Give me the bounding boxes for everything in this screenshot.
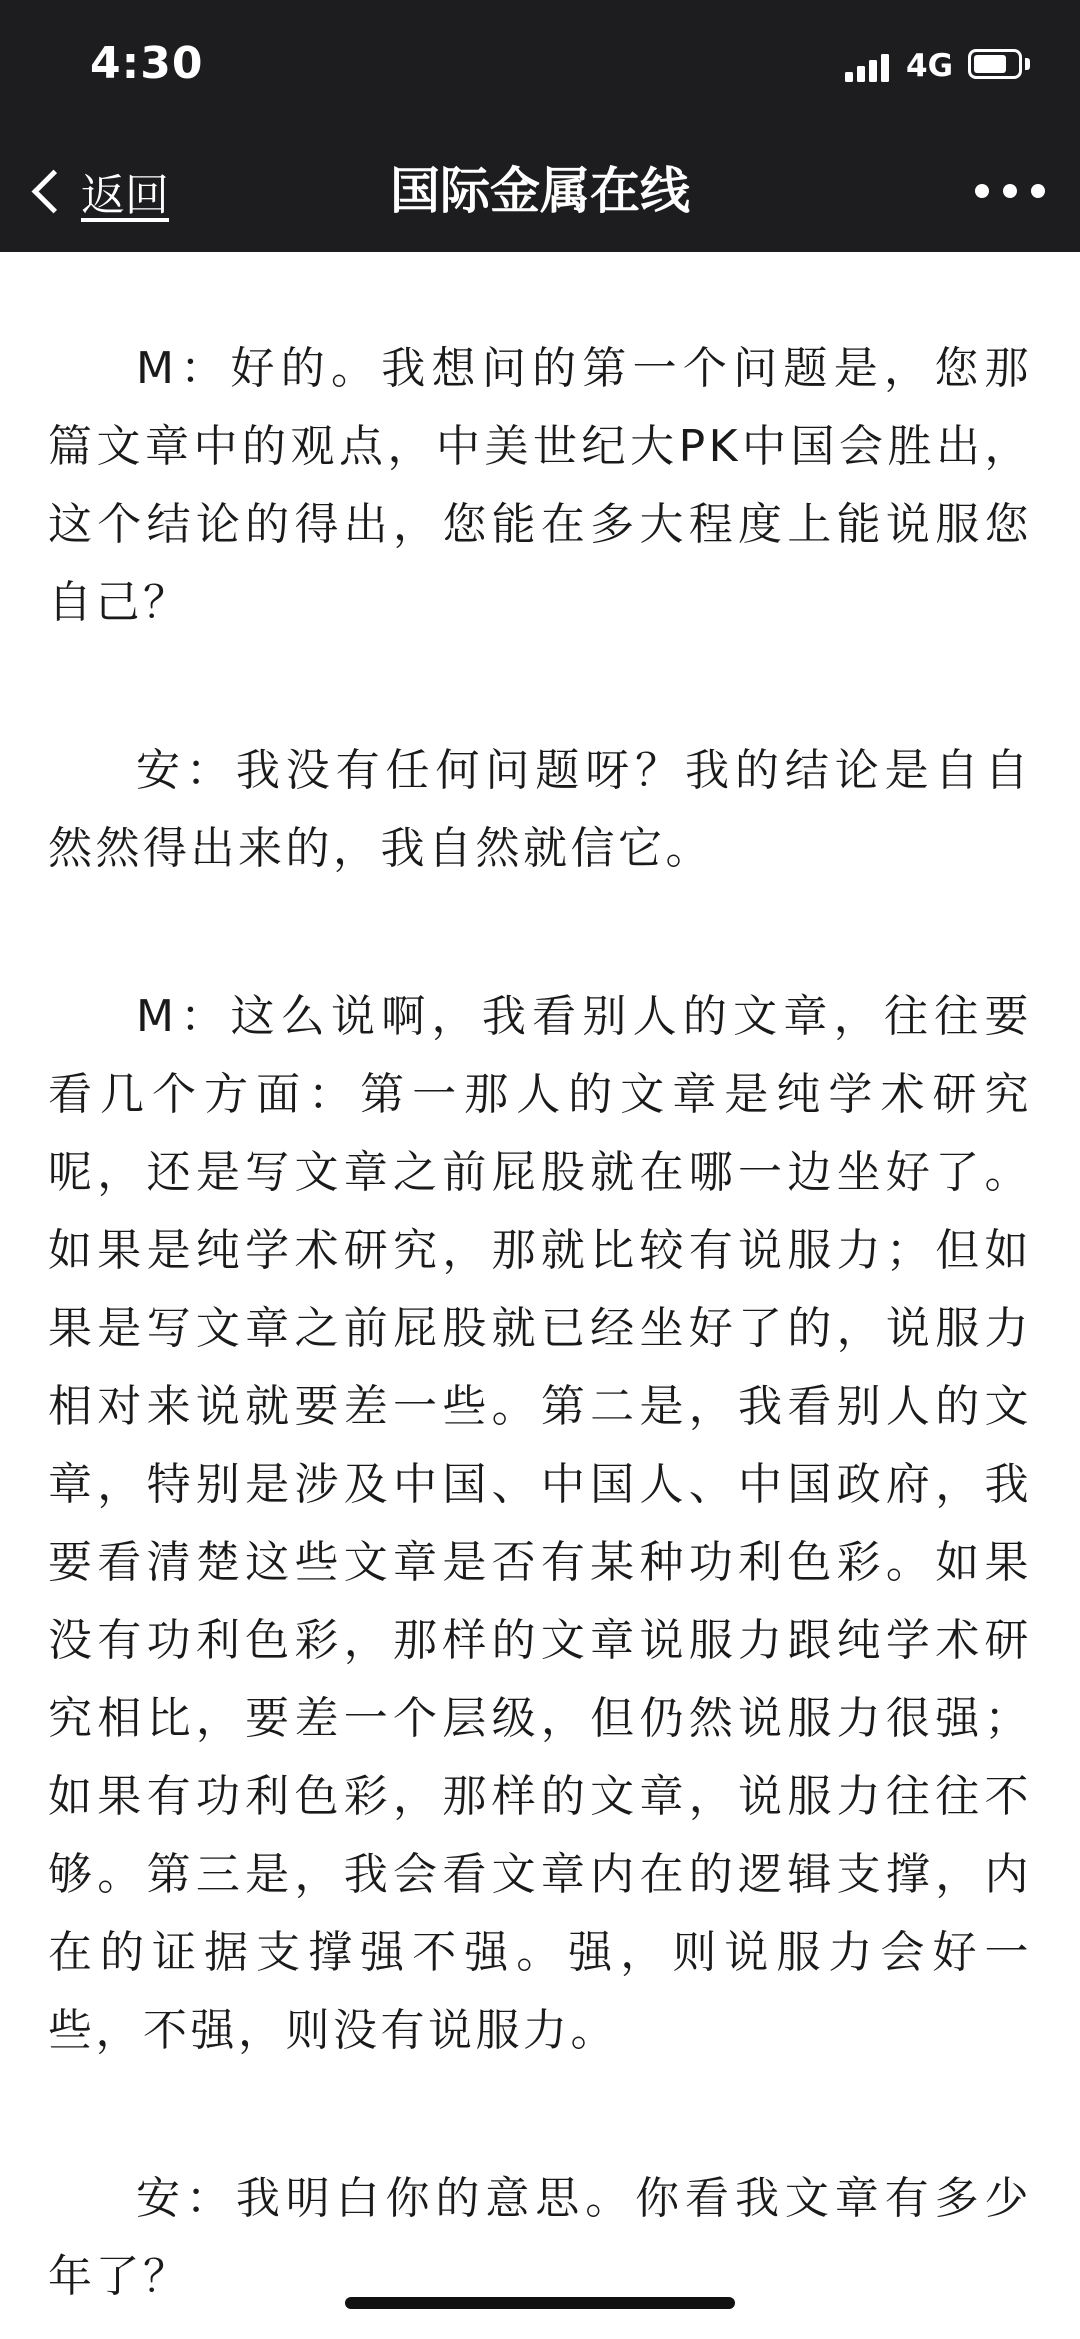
article-paragraph: 安：我明白你的意思。你看我文章有多少年了？	[48, 2173, 1032, 2302]
article-paragraph: M：好的。我想问的第一个问题是，您那篇文章中的观点，中美世纪大PK中国会胜出，这个结论的得出，您能在多大程度上能说服您自己？	[48, 343, 1032, 628]
header	[0, 0, 1080, 252]
back-button[interactable]	[26, 160, 169, 222]
network-type: 4G	[906, 48, 954, 84]
chevron-left-icon	[32, 169, 76, 213]
back-label: 返回	[81, 170, 169, 221]
status-time: 4:30	[90, 38, 204, 89]
battery-cap	[1025, 58, 1030, 70]
battery-level	[974, 55, 1006, 73]
home-indicator[interactable]	[345, 2297, 735, 2309]
battery-icon	[968, 49, 1022, 79]
more-options-button[interactable]	[975, 176, 1045, 206]
more-dot-icon	[975, 184, 989, 198]
more-dot-icon	[1003, 184, 1017, 198]
more-dot-icon	[1031, 184, 1045, 198]
article-body	[48, 330, 1032, 2339]
signal-icon	[845, 52, 895, 82]
page-title: 国际金属在线	[390, 162, 690, 220]
article-paragraph: 安：我没有任何问题呀？我的结论是自自然然得出来的，我自然就信它。	[48, 745, 1032, 874]
article-paragraph: M：这么说啊，我看别人的文章，往往要看几个方面：第一那人的文章是纯学术研究呢，还是写文章之前屁股就在哪一边坐好了。如果是纯学术研究，那就比较有说服力；但如果是写文章之前屁股就已经坐好了的，说服力相对来说就要差一些。第二是，我看别人的文章，特别是涉及中国、中国人、中国政府，我要看清楚这些文章是否有某种功利色彩。如果没有功利色彩，那样的文章说服力跟纯学术研究相比，要差一个层级，但仍然说服力很强；如果有功利色彩，那样的文章，说服力往往不够。第三是，我会看文章内在的逻辑支撑，内在的证据支撑强不强。强，则说服力会好一些，不强，则没有说服力。	[48, 991, 1032, 2056]
